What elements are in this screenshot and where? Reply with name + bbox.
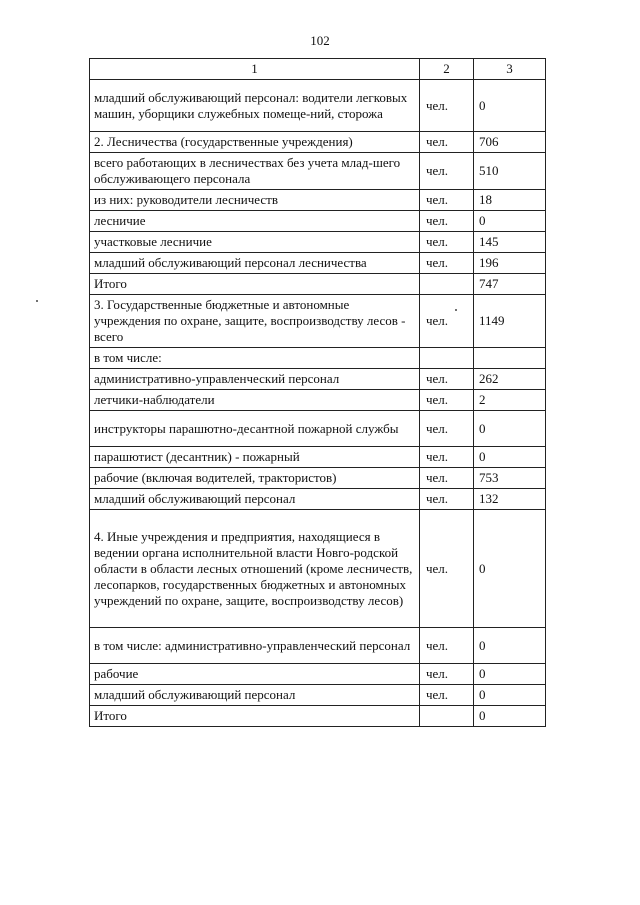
row-unit: чел. [420,153,474,190]
row-value: 0 [474,510,546,628]
table-row [90,706,546,727]
row-unit: чел. [420,211,474,232]
row-value: 706 [474,132,546,153]
row-label: Итого [90,274,420,295]
row-value: 1149 [474,295,546,348]
table-row [90,232,546,253]
row-value: 0 [474,411,546,447]
row-label: участковые лесничие [90,232,420,253]
table-row [90,253,546,274]
row-unit: чел. [420,685,474,706]
row-unit: чел. [420,664,474,685]
header-col-3: 3 [474,59,546,80]
row-label: рабочие [90,664,420,685]
row-value: 196 [474,253,546,274]
row-value: 18 [474,190,546,211]
row-unit: чел. [420,510,474,628]
row-label: младший обслуживающий персонал [90,489,420,510]
row-unit: чел. [420,447,474,468]
row-value: 132 [474,489,546,510]
row-label: младший обслуживающий персонал: водители легковых машин, уборщики служебных помеще-ний, сторожа [90,80,420,132]
row-label: административно-управленческий персонал [90,369,420,390]
row-label: инструкторы парашютно-десантной пожарной службы [90,411,420,447]
row-label: в том числе: административно-управленческий персонал [90,628,420,664]
row-value: 753 [474,468,546,489]
row-label: 2. Лесничества (государственные учреждения) [90,132,420,153]
table-row [90,664,546,685]
page-number: 102 [310,33,330,48]
row-value: 0 [474,447,546,468]
row-value: 0 [474,628,546,664]
row-label: из них: руководители лесничеств [90,190,420,211]
table-row [90,132,546,153]
row-label: 3. Государственные бюджетные и автономные учреждения по охране, защите, воспроизводству лесов - всего [90,295,420,348]
row-label: 4. Иные учреждения и предприятия, находящиеся в ведении органа исполнительной власти Новго-родской области в области лесных отношений (кроме лесничеств, лесопарков, государственных бюджетных и автономных учреждений по охране, защите, воспроизводству лесов) [90,510,420,628]
row-value: 145 [474,232,546,253]
row-unit: чел. [420,190,474,211]
row-value: 2 [474,390,546,411]
row-unit: чел. [420,468,474,489]
row-unit: чел. [420,232,474,253]
row-value: 262 [474,369,546,390]
row-label: рабочие (включая водителей, трактористов) [90,468,420,489]
row-label: младший обслуживающий персонал [90,685,420,706]
table-row [90,468,546,489]
row-value [474,348,546,369]
row-unit [420,274,474,295]
row-unit: чел. [420,295,474,348]
row-value: 747 [474,274,546,295]
row-label: парашютист (десантник) - пожарный [90,447,420,468]
row-value: 510 [474,153,546,190]
row-unit: чел. [420,628,474,664]
row-unit: чел. [420,132,474,153]
table-row [90,295,546,348]
row-value: 0 [474,664,546,685]
row-label: Итого [90,706,420,727]
table-row [90,190,546,211]
header-col-2: 2 [420,59,474,80]
staff-table [89,58,546,727]
row-unit: чел. [420,369,474,390]
table-row [90,685,546,706]
row-label: всего работающих в лесничествах без учета млад-шего обслуживающего персонала [90,153,420,190]
row-value: 0 [474,80,546,132]
row-unit: чел. [420,253,474,274]
table-row [90,274,546,295]
scan-speck [36,300,38,302]
row-unit: чел. [420,390,474,411]
row-value: 0 [474,706,546,727]
table-row [90,628,546,664]
table-header-row [90,59,546,80]
row-label: младший обслуживающий персонал лесничества [90,253,420,274]
row-label: в том числе: [90,348,420,369]
row-unit [420,706,474,727]
row-unit: чел. [420,80,474,132]
header-col-1: 1 [90,59,420,80]
table-row [90,80,546,132]
table-row [90,153,546,190]
table-row [90,411,546,447]
row-value: 0 [474,685,546,706]
row-unit: чел. [420,489,474,510]
table-row [90,390,546,411]
table-row [90,510,546,628]
table-row [90,489,546,510]
row-unit: чел. [420,411,474,447]
table-row [90,348,546,369]
table-row [90,447,546,468]
row-unit [420,348,474,369]
table-body [90,80,546,727]
table-row [90,369,546,390]
row-label: лесничие [90,211,420,232]
row-label: летчики-наблюдатели [90,390,420,411]
table-row [90,211,546,232]
row-value: 0 [474,211,546,232]
